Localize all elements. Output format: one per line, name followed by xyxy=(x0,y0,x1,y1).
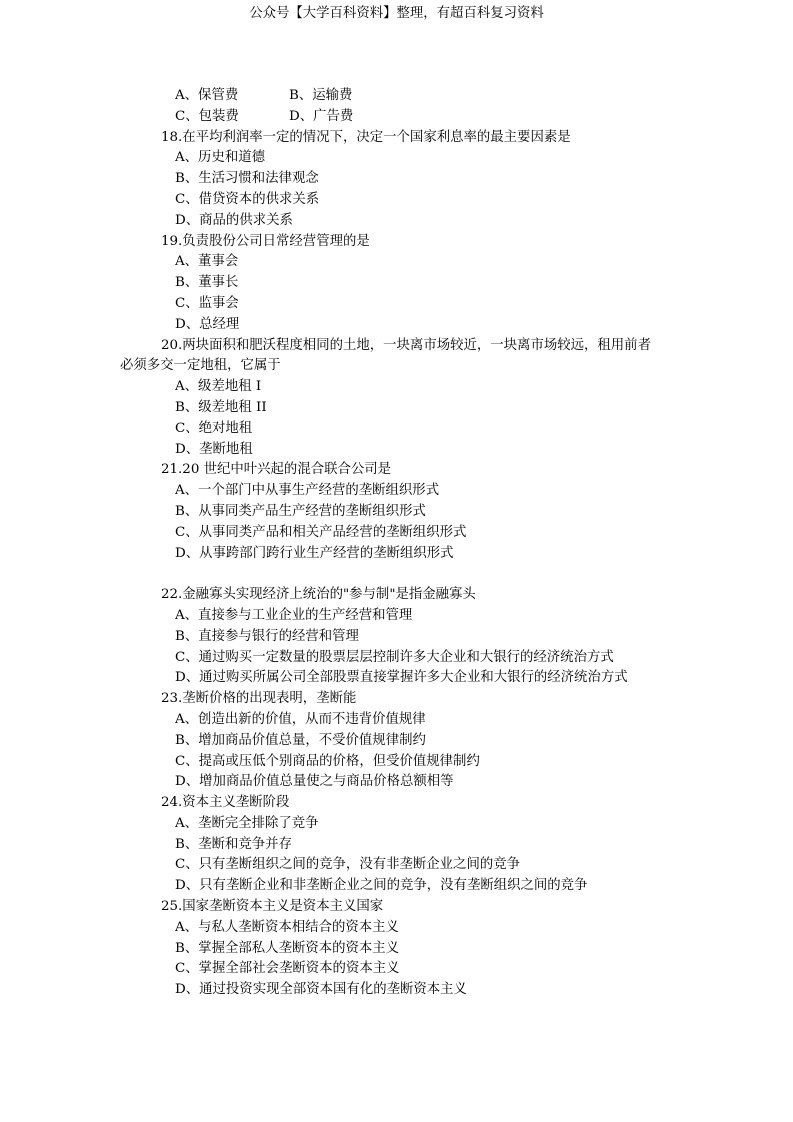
q23-stem: 23.垄断价格的出现表明，垄断能 xyxy=(161,691,357,707)
q22-option-d: D、通过购买所属公司全部股票直接掌握许多大企业和大银行的经济统治方式 xyxy=(175,670,628,686)
q24-option-d: D、只有垄断企业和非垄断企业之间的竞争，没有垄断组织之间的竞争 xyxy=(175,878,588,894)
q19-option-c: C、监事会 xyxy=(175,295,239,311)
q25-stem: 25.国家垄断资本主义是资本主义国家 xyxy=(161,899,384,915)
q19-option-d: D、总经理 xyxy=(175,316,240,332)
q17-options-row-1 xyxy=(120,86,680,107)
q25-option-b: B、掌握全部私人垄断资本的资本主义 xyxy=(175,940,400,956)
q23-option-c: C、提高或压低个别商品的价格，但受价值规律制约 xyxy=(175,753,480,769)
q17-option-b: B、运输费 xyxy=(289,88,353,103)
q18-option-d: D、商品的供求关系 xyxy=(175,212,293,228)
q21-option-a: A、一个部门中从事生产经营的垄断组织形式 xyxy=(175,483,440,499)
q17-option-c: C、包装费 xyxy=(175,108,239,124)
q22-option-a: A、直接参与工业企业的生产经营和管理 xyxy=(175,607,413,623)
q24-stem: 24.资本主义垄断阶段 xyxy=(161,795,290,811)
q18-stem: 18.在平均利润率一定的情况下，决定一个国家利息率的最主要因素是 xyxy=(161,129,571,145)
q21-stem: 21.20 世纪中叶兴起的混合联合公司是 xyxy=(161,462,392,478)
page-header: 公众号【大学百科资料】整理，有超百科复习资料 xyxy=(249,6,544,21)
q17-options-row-2 xyxy=(120,107,680,128)
q17-option-a: A、保管费 xyxy=(175,88,239,103)
q17-option-d: D、广告费 xyxy=(289,108,354,124)
q18-option-b: B、生活习惯和法律观念 xyxy=(175,171,319,187)
q21-option-b: B、从事同类产品生产经营的垄断组织形式 xyxy=(175,503,426,519)
q18-option-c: C、借贷资本的供求关系 xyxy=(175,191,320,207)
q24-option-c: C、只有垄断组织之间的竞争，没有非垄断企业之间的竞争 xyxy=(175,857,521,873)
q20-option-b: B、级差地租 II xyxy=(175,399,267,415)
q22-option-b: B、直接参与银行的经营和管理 xyxy=(175,628,359,644)
q23-option-a: A、创造出新的价值，从而不违背价值规律 xyxy=(175,711,426,727)
q25-option-a: A、与私人垄断资本相结合的资本主义 xyxy=(175,919,399,935)
q22-option-c: C、通过购买一定数量的股票层层控制许多大企业和大银行的经济统治方式 xyxy=(175,649,614,665)
q25-option-c: C、掌握全部社会垄断资本的资本主义 xyxy=(175,961,400,977)
q25-option-d: D、通过投资实现全部资本国有化的垄断资本主义 xyxy=(175,982,467,998)
q20-option-d: D、垄断地租 xyxy=(175,441,253,457)
q21-option-c: C、从事同类产品和相关产品经营的垄断组织形式 xyxy=(175,524,467,540)
q19-option-a: A、董事会 xyxy=(175,254,239,270)
q19-option-b: B、董事长 xyxy=(175,275,239,291)
q23-option-d: D、增加商品价值总量使之与商品价格总额相等 xyxy=(175,774,454,790)
q19-stem: 19.负责股份公司日常经营管理的是 xyxy=(161,233,370,249)
question-list xyxy=(120,86,680,1001)
q20-stem-line-2: 必须多交一定地租，它属于 xyxy=(120,358,281,374)
q18-option-a: A、历史和道德 xyxy=(175,150,266,166)
q24-option-b: B、垄断和竞争并存 xyxy=(175,836,292,852)
blank-line xyxy=(120,564,680,585)
q21-option-d: D、从事跨部门跨行业生产经营的垄断组织形式 xyxy=(175,545,454,561)
q20-option-a: A、级差地租 I xyxy=(175,379,262,395)
q20-option-c: C、绝对地租 xyxy=(175,420,253,436)
q23-option-b: B、增加商品价值总量，不受价值规律制约 xyxy=(175,732,426,748)
q24-option-a: A、垄断完全排除了竞争 xyxy=(175,815,319,831)
q20-stem-line-1: 20.两块面积和肥沃程度相同的土地，一块离市场较近，一块离市场较远，租用前者 xyxy=(161,337,651,353)
q22-stem: 22.金融寡头实现经济上统治的"参与制"是指金融寡头 xyxy=(161,587,476,603)
